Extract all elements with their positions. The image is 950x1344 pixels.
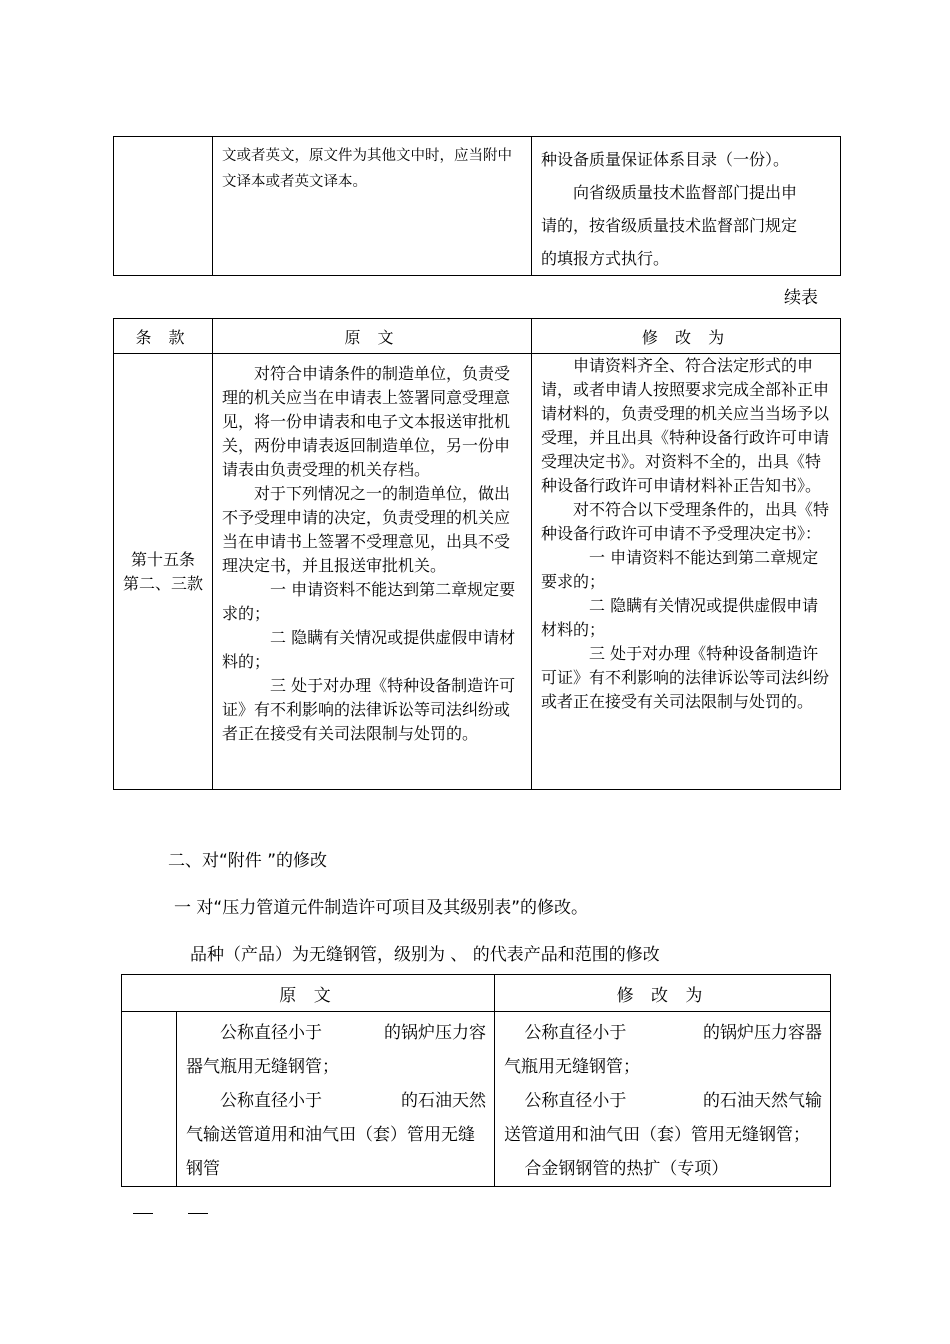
product-table — [121, 974, 831, 1187]
original-text-cell — [213, 354, 532, 790]
revised-text-cell — [532, 354, 841, 790]
paragraph: 三 处于对办理《特种设备制造许可证》有不利影响的法律诉讼等司法纠纷或者正在接受有关司法限制与处罚的。 — [541, 644, 830, 711]
text-line — [504, 1016, 822, 1050]
text-fragment: 公称直径小于 — [524, 1023, 627, 1043]
page-number-dash-left — [133, 1213, 153, 1214]
text-fragment: 的锅炉压力容 — [384, 1023, 486, 1043]
text-line: 气输送管道用和油气田（套）管用无缝 — [186, 1125, 475, 1145]
text-line — [504, 1084, 822, 1118]
revised-text-cell — [532, 137, 841, 276]
subsection-heading: 一 对“压力管道元件制造许可项目及其级别表”的修改。 — [174, 898, 589, 918]
section-heading: 二、对“附件 ”的修改 — [168, 851, 328, 871]
text-line: 向省级质量技术监督部门提出申 — [573, 183, 798, 202]
header-original: 原 文 — [213, 319, 532, 354]
page-number-dash-right — [188, 1213, 208, 1214]
continued-table-top — [113, 136, 841, 276]
text-line — [186, 1016, 486, 1050]
header-original: 原 文 — [122, 975, 495, 1012]
paragraph: 一 申请资料不能达到第二章规定要求的； — [541, 548, 819, 591]
product-line: 品种（产品）为无缝钢管，级别为 、 的代表产品和范围的修改 — [190, 945, 660, 965]
original-text-cell — [177, 1012, 495, 1187]
text-fragment: 的锅炉压力容器 — [703, 1023, 822, 1043]
paragraph: 申请资料齐全、符合法定形式的申请，或者申请人按照要求完成全部补正申请材料的，负责受理的机关应当当场予以受理，并且出具《特种设备行政许可申请受理决定书》。对资料不全的，出具《特种设备行政许可申请材料补正告知书》。 — [541, 356, 830, 495]
clause-line: 第十五条 — [130, 549, 195, 569]
header-clause: 条 款 — [114, 319, 213, 354]
text-line: 气瓶用无缝钢管； — [504, 1057, 640, 1077]
blank-cell — [122, 1012, 177, 1187]
text-line: 种设备质量保证体系目录（一份）。 — [541, 150, 790, 169]
text-fragment: 公称直径小于 — [220, 1023, 322, 1043]
text-line: 的填报方式执行。 — [541, 249, 670, 268]
text-line: 器气瓶用无缝钢管； — [186, 1057, 339, 1077]
paragraph: 三 处于对办理《特种设备制造许可证》有不利影响的法律诉讼等司法纠纷或者正在接受有关司法限制与处罚的。 — [222, 676, 516, 743]
continued-label: 续表 — [784, 288, 818, 308]
text-fragment: 的石油天然 — [401, 1091, 486, 1111]
text-line: 文译本或者英文译本。 — [222, 174, 367, 190]
paragraph: 一 申请资料不能达到第二章规定要求的； — [222, 580, 516, 623]
clause-cell — [114, 354, 213, 790]
original-text-cell — [213, 137, 532, 276]
text-fragment: 的石油天然气输 — [703, 1091, 822, 1111]
text-line: 钢管 — [186, 1159, 220, 1179]
clause-cell-empty — [114, 137, 213, 276]
text-line: 文或者英文，原文件为其他文中时，应当附中 — [222, 148, 512, 164]
header-revised: 修 改 为 — [532, 319, 841, 354]
clause-line: 第二、三款 — [122, 573, 203, 593]
text-line: 送管道用和油气田（套）管用无缝钢管； — [504, 1125, 810, 1145]
amendment-table — [113, 318, 841, 790]
text-line: 请的，按省级质量技术监督部门规定 — [541, 216, 798, 235]
revised-text-cell — [495, 1012, 831, 1187]
paragraph: 二 隐瞒有关情况或提供虚假申请材料的； — [222, 628, 516, 671]
paragraph: 对于下列情况之一的制造单位，做出不予受理申请的决定，负责受理的机关应当在申请书上签署不受理意见，出具不受理决定书，并且报送审批机关。 — [222, 484, 511, 575]
text-line: 合金钢钢管的热扩（专项） — [524, 1159, 729, 1179]
paragraph: 对不符合以下受理条件的，出具《特种设备行政许可申请不予受理决定书》： — [541, 500, 830, 543]
paragraph: 二 隐瞒有关情况或提供虚假申请材料的； — [541, 596, 819, 639]
text-fragment: 公称直径小于 — [524, 1091, 627, 1111]
text-line — [186, 1084, 486, 1118]
paragraph: 对符合申请条件的制造单位，负责受理的机关应当在申请表上签署同意受理意见，将一份申请表和电子文本报送审批机关，两份申请表返回制造单位，另一份申请表由负责受理的机关存档。 — [222, 364, 511, 479]
text-fragment: 公称直径小于 — [220, 1091, 322, 1111]
header-revised: 修 改 为 — [495, 975, 831, 1012]
